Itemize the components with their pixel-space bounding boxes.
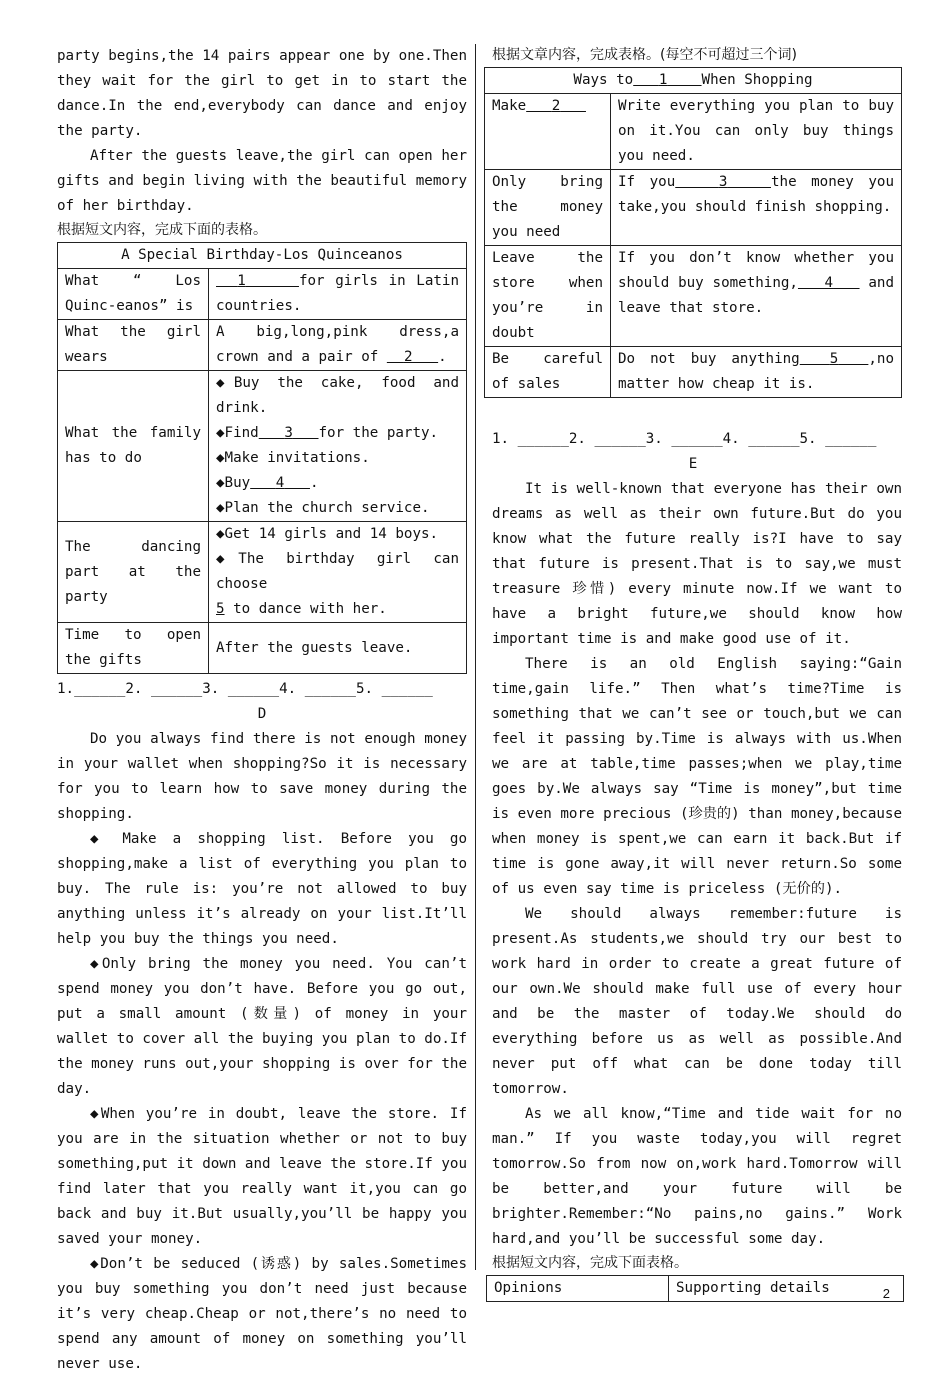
passage-d-paragraph: ◆Only bring the money you need. You can’t spend money you don’t have. Before you go out, put a small amount (数量) of money in your wallet to cover all the buying you plan to do.If the money runs out,your shopping is over for the day. xyxy=(57,956,467,1097)
table-e xyxy=(486,1275,904,1302)
instruction-c: 根据短文内容，完成下面的表格。 xyxy=(57,222,267,238)
table-d-title: Ways to 1 When Shopping xyxy=(485,68,902,94)
table-d-label: Only bring the money you need xyxy=(485,170,611,246)
page-number: 2 xyxy=(882,1286,890,1301)
table-c-cell: ◆Buy the cake, food and drink. ◆Find 3 for the party. ◆Make invitations. ◆Buy 4 . ◆Plan the church service. xyxy=(209,371,467,522)
answer-blanks-c[interactable]: 1.______2. ______3. ______4. ______5. ______ xyxy=(57,681,433,697)
section-heading-d: D xyxy=(257,706,267,722)
table-e-header: Opinions xyxy=(487,1276,669,1302)
instruction-d: 根据文章内容，完成表格。(每空不可超过三个词) xyxy=(492,47,797,63)
blank-4: 4 xyxy=(824,275,834,291)
blank-5: 5 xyxy=(829,351,839,367)
instruction-e: 根据短文内容，完成下面表格。 xyxy=(492,1255,688,1271)
blank-1: 1 xyxy=(237,273,246,289)
blank-4: 4 xyxy=(275,475,285,491)
table-d-label: Be careful of sales xyxy=(485,347,611,398)
passage-e-paragraph: We should always remember:future is present.As students,we should try our best to work hard in order to create a great future of our own.We should make full use of every hour and be the master of today.We should do everything before us as well as possible.And never put off what can be done today till tomorrow. xyxy=(492,906,902,1097)
table-c-cell: A big,long,pink dress,a crown and a pair of 2 . xyxy=(209,320,467,371)
table-d xyxy=(484,67,902,398)
answer-blanks-d[interactable]: 1. ______2. ______3. ______4. ______5. ______ xyxy=(492,431,877,447)
table-c-label: The dancing part at the party xyxy=(58,522,209,623)
table-c-label: What “ Los Quinc-eanos” is xyxy=(58,269,209,320)
table-d-cell: If you don’t know whether you should buy something, 4 and leave that store. xyxy=(611,246,902,347)
passage-d-paragraph: ◆When you’re in doubt, leave the store. If you are in the situation whether or not to buy something,put it down and leave the store.If you find later that you really want it,you can go back and buy it.But usually,you’ll be happy you saved your money. xyxy=(57,1106,467,1247)
table-c-cell: After the guests leave. xyxy=(209,623,467,674)
column-divider xyxy=(475,44,476,1270)
passage-c-paragraph: After the guests leave,the girl can open her gifts and begin living with the beautiful memory of her birthday. xyxy=(57,148,467,214)
passage-e-paragraph: There is an old English saying:“Gain time,gain life.” Then what’s time?Time is something that we can’t see or touch,but we can feel it passing by.Time is always with us.When we are at table,time passes;when we play,time goes by.We always say “Time is money”,but time is even more precious (珍贵的) than money,because when money is spent,we can earn it back.But if time is gone away,it will never return.So some of us even say time is priceless (无价的). xyxy=(492,656,902,897)
table-d-cell: If you 3 the money you take,you should finish shopping. xyxy=(611,170,902,246)
table-c-label: What the girl wears xyxy=(58,320,209,371)
blank-3: 3 xyxy=(718,174,728,190)
table-d-label: Make 2 xyxy=(485,94,611,170)
passage-d-paragraph: ◆Don’t be seduced (诱惑) by sales.Sometimes you buy something you don’t need just because it’s very cheap.Cheap or not,there’s no need to spend any amount of money on something you’ll never use. xyxy=(57,1256,467,1372)
table-d-cell: Do not buy anything 5 ,no matter how cheap it is. xyxy=(611,347,902,398)
passage-d-paragraph: Do you always find there is not enough money in your wallet when shopping?So it is necessary for you to learn how to save money during the shopping. xyxy=(57,731,467,822)
blank-3: 3 xyxy=(284,425,293,441)
table-c-label: Time to open the gifts xyxy=(58,623,209,674)
table-d-cell: Write everything you plan to buy on it.You can only buy things you need. xyxy=(611,94,902,170)
table-e-header: Supporting details xyxy=(669,1276,904,1302)
passage-d-paragraph: ◆ Make a shopping list. Before you go shopping,make a list of everything you plan to buy. The rule is: you’re not allowed to buy anything unless it’s already on your list.It’ll help you buy the things you need. xyxy=(57,831,467,947)
passage-e-paragraph: It is well-known that everyone has their own dreams as well as their own future.But do you know what the future really is?I have to say that future is present.That is to say,we must treasure 珍惜) every minute now.If we want to have a bright future,we should know how important time is and make good use of it. xyxy=(492,481,902,647)
table-c-cell: 1 for girls in Latin countries. xyxy=(209,269,467,320)
table-c xyxy=(57,242,467,674)
blank-5: 5 xyxy=(216,601,225,617)
blank-2: 2 xyxy=(403,349,413,365)
right-column xyxy=(484,44,902,1302)
blank-2: 2 xyxy=(551,98,561,114)
passage-e-paragraph: As we all know,“Time and tide wait for no man.” If you waste today,you will regret tomorrow.So from now on,work hard.Tomorrow will be better,and your future will be brighter.Remember:“No pains,no gains.” Work hard,and you’ll be successful some day. xyxy=(492,1106,902,1247)
blank-1: 1 xyxy=(658,72,668,88)
table-c-cell: ◆Get 14 girls and 14 boys. ◆The birthday girl can choose 5 to dance with her. xyxy=(209,522,467,623)
table-c-title: A Special Birthday-Los Quinceanos xyxy=(58,243,467,269)
table-d-label: Leave the store when you’re in doubt xyxy=(485,246,611,347)
passage-c-paragraph: party begins,the 14 pairs appear one by one.Then they wait for the girl to get in to start the dance.In the end,everybody can dance and enjoy the party. xyxy=(57,48,467,139)
table-c-label: What the family has to do xyxy=(58,371,209,522)
section-heading-e: E xyxy=(688,456,698,472)
left-column xyxy=(57,44,467,1377)
